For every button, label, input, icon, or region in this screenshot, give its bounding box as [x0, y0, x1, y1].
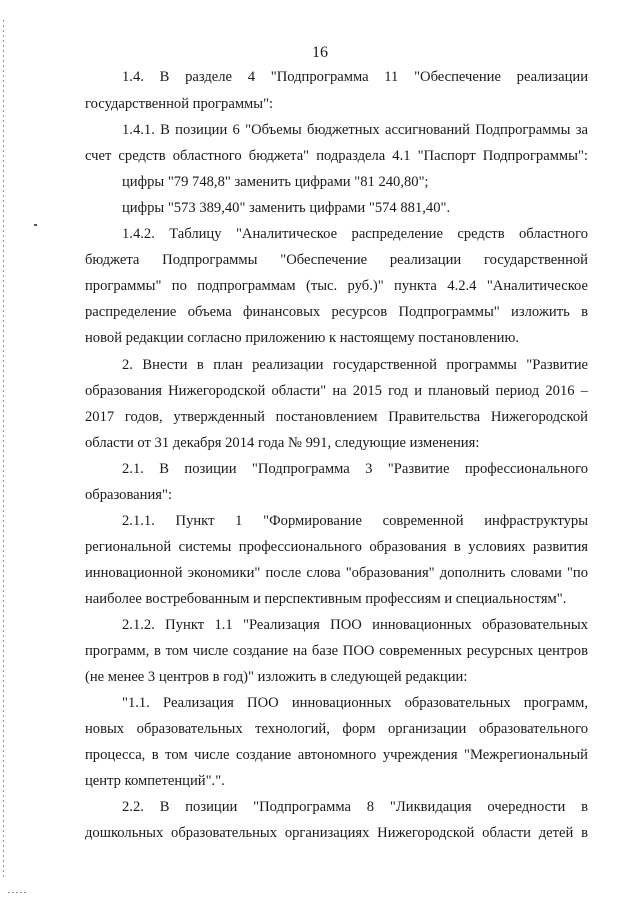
text-line: наиболее востребованным и перспективным профессиям и специальностям".: [85, 591, 567, 607]
text-line: области от 31 декабря 2014 года № 991, следующие изменения:: [85, 435, 480, 451]
text-line: инновационной экономики" после слова "образования" дополнить словами "по: [85, 565, 588, 581]
text-line: бюджета Подпрограммы "Обеспечение реализации государственной: [85, 252, 588, 268]
text-line: государственной программы":: [85, 96, 274, 112]
text-line: "1.1. Реализация ПОО инновационных образовательных программ,: [122, 695, 588, 711]
text-line: цифры "79 748,8" заменить цифрами "81 240,80";: [122, 174, 429, 190]
text-line: программы" по подпрограммам (тыс. руб.)" пункта 4.2.4 "Аналитическое: [85, 278, 588, 294]
text-line: цифры "573 389,40" заменить цифрами "574 881,40".: [122, 200, 451, 216]
text-line: (не менее 3 центров в год)" изложить в следующей редакции:: [85, 669, 468, 685]
text-line: 2.1.2. Пункт 1.1 "Реализация ПОО инновационных образовательных: [122, 617, 588, 633]
text-line: 2.1.1. Пункт 1 "Формирование современной инфраструктуры: [122, 513, 588, 529]
text-line: 2.1. В позиции "Подпрограмма 3 "Развитие профессионального: [122, 461, 588, 477]
text-line: 1.4. В разделе 4 "Подпрограмма 11 "Обеспечение реализации: [122, 69, 588, 85]
text-line: 1.4.2. Таблицу "Аналитическое распределение средств областного: [122, 226, 588, 242]
text-line: процесса, в том числе создание автономного учреждения "Межрегиональный: [85, 747, 588, 763]
margin-mark: [34, 224, 37, 226]
text-line: программ, в том числе создание на базе ПОО современных ресурсных центров: [85, 643, 588, 659]
text-line: образования Нижегородской области" на 2015 год и плановый период 2016 –: [85, 383, 588, 399]
text-line: 2017 годов, утвержденный постановлением Правительства Нижегородской: [85, 409, 588, 425]
text-line: 1.4.1. В позиции 6 "Объемы бюджетных ассигнований Подпрограммы за: [122, 122, 588, 138]
text-line: распределение объема финансовых ресурсов Подпрограммы" изложить в: [85, 304, 588, 320]
text-line: центр компетенций".".: [85, 773, 225, 789]
text-line: 2.2. В позиции "Подпрограмма 8 "Ликвидация очередности в: [122, 799, 588, 815]
text-line: новых образовательных технологий, форм организации образовательного: [85, 721, 588, 737]
scan-bottom-mark: [8, 892, 28, 893]
page-number: 16: [312, 44, 328, 61]
scan-edge-mark: [3, 20, 4, 880]
text-line: 2. Внести в план реализации государственной программы "Развитие: [122, 357, 588, 373]
text-line: образования":: [85, 487, 172, 503]
text-line: новой редакции согласно приложению к настоящему постановлению.: [85, 330, 520, 346]
text-line: дошкольных образовательных организациях Нижегородской области детей в: [85, 825, 588, 841]
text-line: счет средств областного бюджета" подраздела 4.1 "Паспорт Подпрограммы":: [85, 148, 588, 164]
text-line: региональной системы профессионального образования в условиях развития: [85, 539, 588, 555]
